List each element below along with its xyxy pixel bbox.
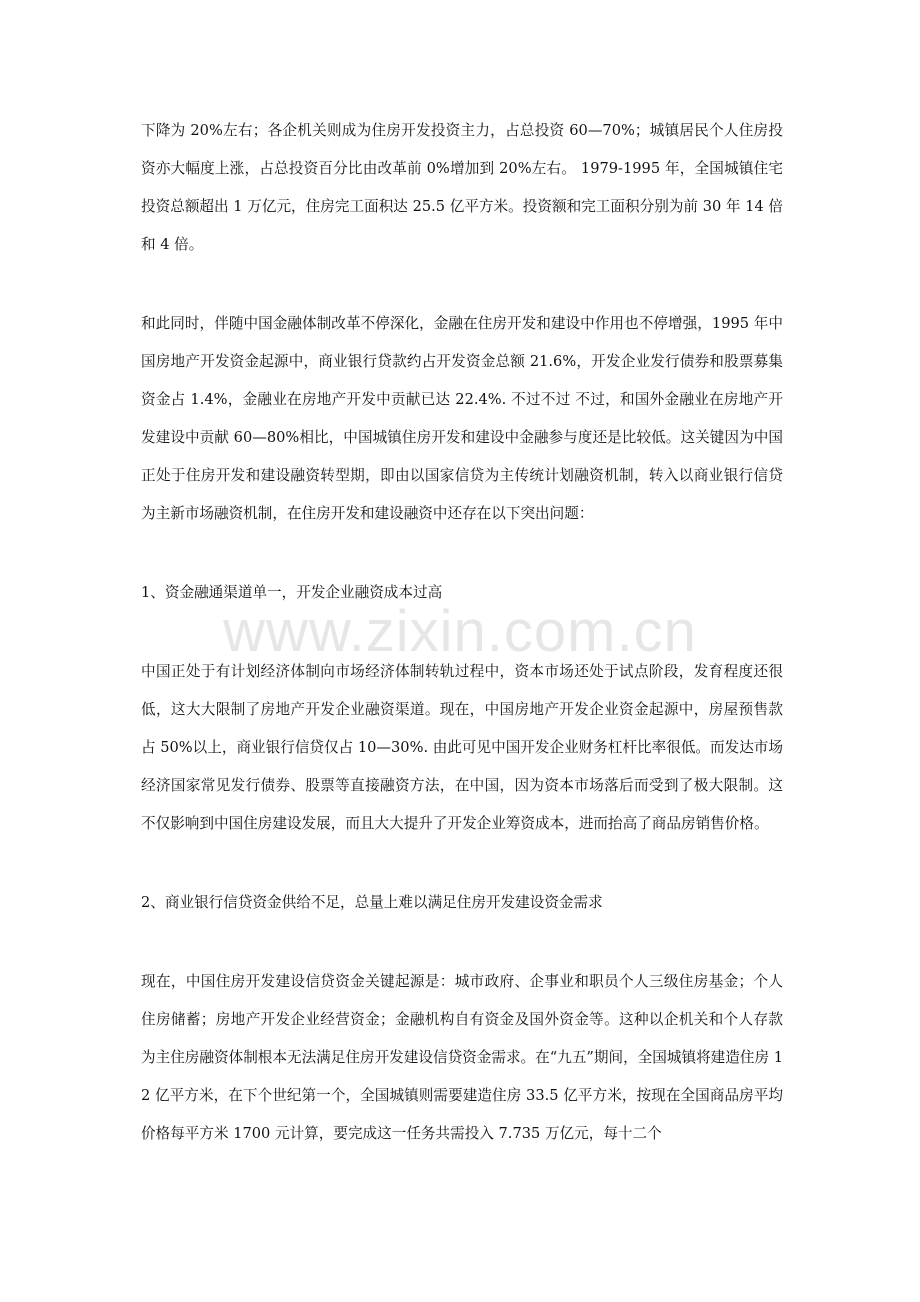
- paragraph-credit-sources: 现在，中国住房开发建设信贷资金关键起源是：城市政府、企事业和职员个人三级住房基金；个人住房储蓄；房地产开发企业经营资金；金融机构自有资金及国外资金等。这种以企机关和个人存款为主住房融资体制根本无法满足住房开发建设信贷资金需求。在“九五”期间，全国城镇将建造住房 12 亿平方米，在下个世纪第一个，全国城镇则需要建造住房 33.5 亿平方米，按现在全国商品房平均价格每平方米 1700 元计算，要完成这一任务共需投入 7.735 万亿元，每十二个: [141, 973, 783, 1142]
- paragraph-gap: [141, 533, 783, 574]
- paragraph-investment-structure: 下降为 20%左右；各企机关则成为住房开发投资主力，占总投资 60—70%；城镇居民个人住房投资亦大幅度上涨，占总投资百分比由改革前 0%增加到 20%左右。 1979-1995 年，全国城镇住宅投资总额超出 1 万亿元，住房完工面积达 25.5 亿平方米。投资额和完工面积分别为前 30 年 14 倍和 4 倍。: [141, 122, 783, 253]
- paragraph-gap: [141, 843, 783, 884]
- section-heading-credit-supply: 2、商业银行信贷资金供给不足，总量上难以满足住房开发建设资金需求: [141, 894, 603, 911]
- paragraph-gap: [141, 612, 783, 653]
- document-body: [141, 112, 783, 1153]
- paragraph-gap: [141, 922, 783, 963]
- watermark: www.zixin.com.cn: [223, 599, 697, 664]
- paragraph-financial-reform: 和此同时，伴随中国金融体制改革不停深化，金融在住房开发和建设中作用也不停增强，1995 年中国房地产开发资金起源中，商业银行贷款约占开发资金总额 21.6%，开发企业发行债券和股票募集资金占 1.4%，金融业在房地产开发中贡献已达 22.4%. 不过不过 不过，和国外金融业在房地产开发建设中贡献 60—80%相比，中国城镇住房开发和建设中金融参与度还是比较低。这关键因为中国正处于住房开发和建设融资转型期，即由以国家信贷为主传统计划融资机制，转入以商业银行信贷为主新市场融资机制，在住房开发和建设融资中还存在以下突出问题：: [141, 315, 783, 522]
- paragraph-gap: [141, 264, 783, 305]
- paragraph-capital-market: 中国正处于有计划经济体制向市场经济体制转轨过程中，资本市场还处于试点阶段，发育程度还很低，这大大限制了房地产开发企业融资渠道。现在，中国房地产开发企业资金起源中，房屋预售款占 50%以上，商业银行信贷仅占 10—30%. 由此可见中国开发企业财务杠杆比率很低。而发达市场经济国家常见发行债券、股票等直接融资方法，在中国，因为资本市场落后而受到了极大限制。这不仅影响到中国住房建设发展，而且大大提升了开发企业筹资成本，进而抬高了商品房销售价格。: [141, 663, 783, 832]
- section-heading-financing-channels: 1、资金融通渠道单一，开发企业融资成本过高: [141, 584, 443, 601]
